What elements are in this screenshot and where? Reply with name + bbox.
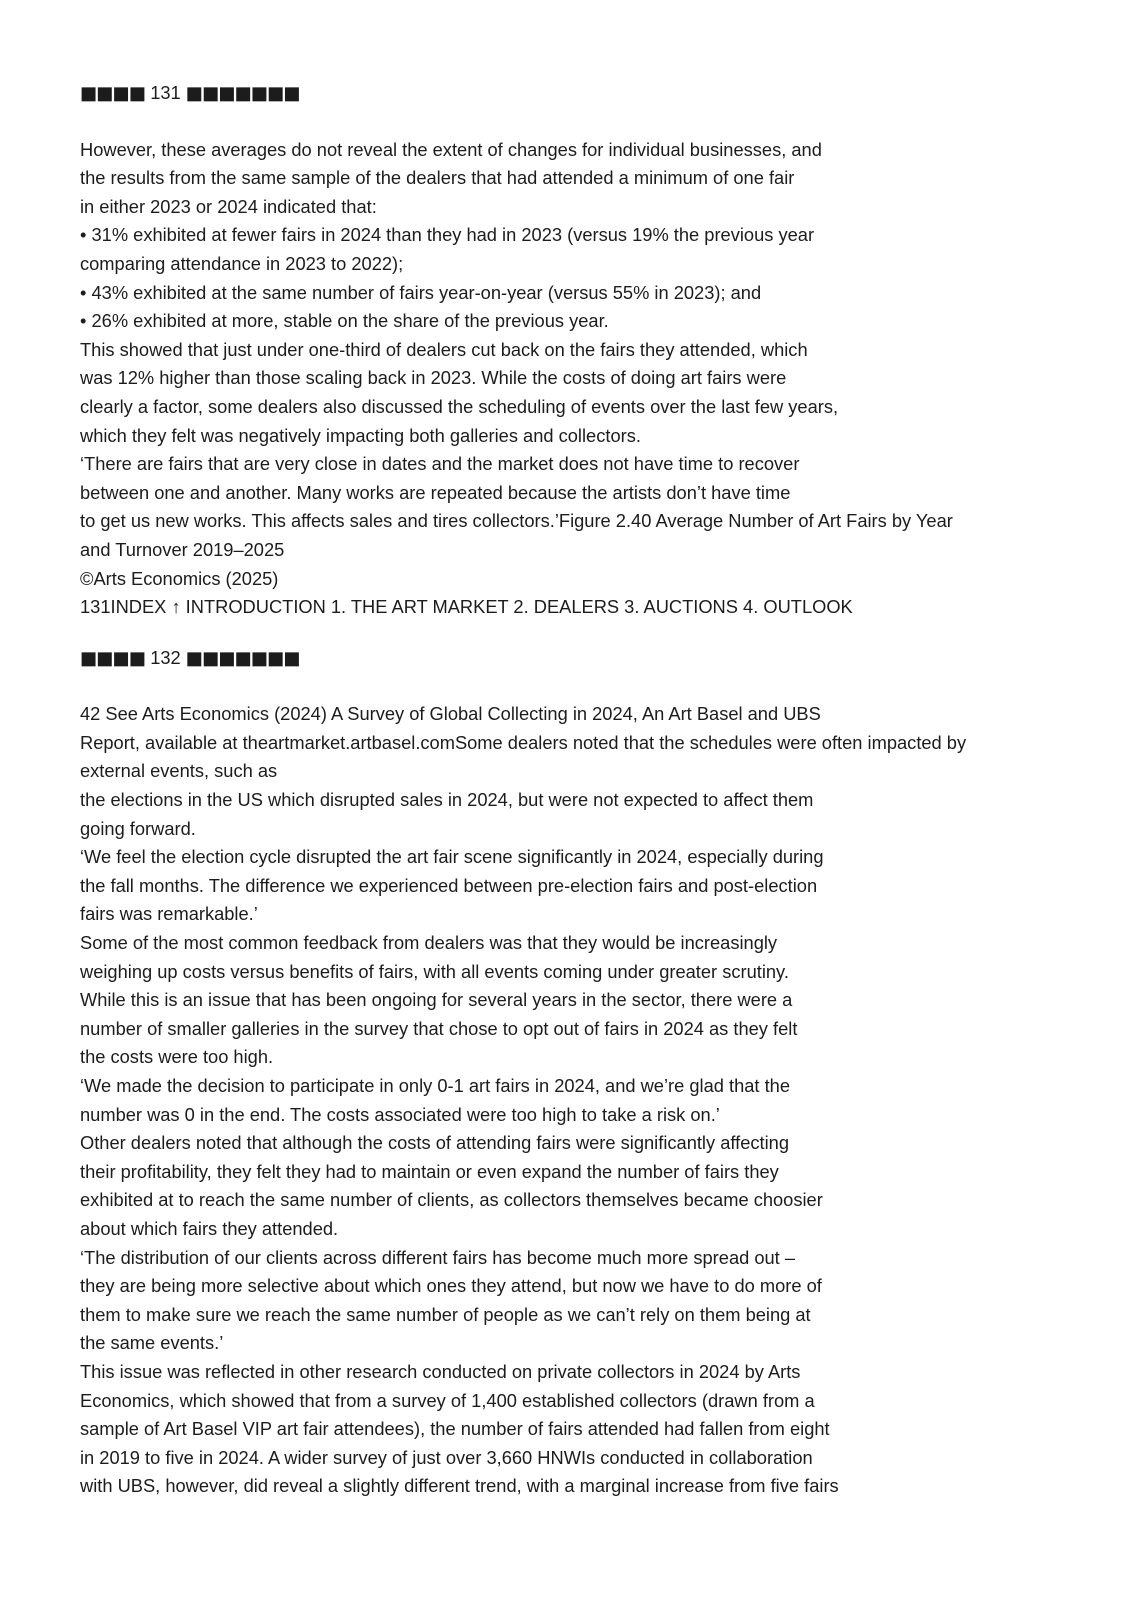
- text-line: Other dealers noted that although the costs of attending fairs were significantly affecting: [80, 1132, 789, 1154]
- text-line: in 2019 to five in 2024. A wider survey of just over 3,660 HNWIs conducted in collaboration: [80, 1446, 813, 1468]
- quote-line: ‘We made the decision to participate in only 0-1 art fairs in 2024, and we’re glad that the: [80, 1075, 790, 1096]
- text-line: weighing up costs versus benefits of fairs, with all events coming under greater scrutiny.: [80, 960, 789, 982]
- text-line: This showed that just under one-third of dealers cut back on the fairs they attended, which: [80, 338, 808, 360]
- quote-line: ‘We feel the election cycle disrupted the art fair scene significantly in 2024, especially during: [80, 846, 824, 868]
- text-line: the elections in the US which disrupted sales in 2024, but were not expected to affect them: [80, 789, 814, 811]
- quote-line: number was 0 in the end. The costs associated were too high to take a risk on.’: [80, 1103, 720, 1125]
- text-line: external events, such as: [80, 760, 278, 782]
- page-marker-132: [80, 644, 1080, 673]
- text-line: the results from the same sample of the dealers that had attended a minimum of one fair: [80, 167, 795, 189]
- text-line: their profitability, they felt they had to maintain or even expand the number of fairs they: [80, 1160, 779, 1182]
- quote-line: the same events.’: [80, 1332, 224, 1354]
- quote-line: the fall months. The difference we experienced between pre-election fairs and post-election: [80, 874, 818, 896]
- text-line: exhibited at to reach the same number of clients, as collectors themselves became choosier: [80, 1189, 823, 1211]
- section-131-body: [80, 136, 1080, 622]
- bullet-line: • 31% exhibited at fewer fairs in 2024 than they had in 2023 (versus 19% the previous year: [80, 224, 815, 246]
- text-line: about which fairs they attended.: [80, 1217, 339, 1239]
- quote-line: ‘The distribution of our clients across different fairs has become much more spread out –: [80, 1246, 796, 1268]
- text-line: which they felt was negatively impacting both galleries and collectors.: [80, 424, 641, 446]
- text-line: going forward.: [80, 817, 196, 839]
- marker-blocks-right: ■■■■■■■: [185, 83, 300, 104]
- text-line: This issue was reflected in other research conducted on private collectors in 2024 by Arts: [80, 1360, 801, 1382]
- text-line: comparing attendance in 2023 to 2022);: [80, 252, 404, 274]
- navigation-line: 131INDEX ↑ INTRODUCTION 1. THE ART MARKET 2. DEALERS 3. AUCTIONS 4. OUTLOOK: [80, 596, 853, 618]
- section-132-body: [80, 700, 1080, 1501]
- marker-blocks-right: ■■■■■■■: [185, 647, 300, 669]
- copyright-line: ©Arts Economics (2025): [80, 567, 279, 589]
- quote-line: fairs was remarkable.’: [80, 903, 258, 925]
- page-marker-131: [80, 79, 1080, 108]
- text-line: with UBS, however, did reveal a slightly different trend, with a marginal increase from five fairs: [80, 1475, 839, 1497]
- page-number: 131: [150, 82, 181, 103]
- quote-line: to get us new works. This affects sales and tires collectors.’Figure 2.40 Average Number of Art Fairs by Year: [80, 510, 953, 532]
- text-line: in either 2023 or 2024 indicated that:: [80, 195, 377, 217]
- text-line: Some of the most common feedback from dealers was that they would be increasingly: [80, 932, 778, 954]
- quote-line: they are being more selective about which ones they attend, but now we have to do more of: [80, 1275, 822, 1297]
- text-line: While this is an issue that has been ongoing for several years in the sector, there were a: [80, 989, 793, 1011]
- figure-caption-line: and Turnover 2019–2025: [80, 538, 285, 560]
- marker-blocks-left: ■■■■: [80, 647, 146, 669]
- document-page: [80, 79, 1080, 1501]
- quote-line: ‘There are fairs that are very close in dates and the market does not have time to recover: [80, 453, 800, 475]
- text-line: number of smaller galleries in the survey that chose to opt out of fairs in 2024 as they felt: [80, 1017, 798, 1039]
- text-line: clearly a factor, some dealers also discussed the scheduling of events over the last few years,: [80, 395, 839, 417]
- bullet-line: • 43% exhibited at the same number of fairs year-on-year (versus 55% in 2023); and: [80, 281, 762, 303]
- quote-line: them to make sure we reach the same number of people as we can’t rely on them being at: [80, 1303, 811, 1325]
- footnote-line: 42 See Arts Economics (2024) A Survey of Global Collecting in 2024, An Art Basel and UBS: [80, 703, 821, 725]
- page-number: 132: [150, 646, 181, 668]
- text-line: the costs were too high.: [80, 1046, 274, 1068]
- text-line: However, these averages do not reveal the extent of changes for individual businesses, and: [80, 138, 822, 160]
- bullet-line: • 26% exhibited at more, stable on the share of the previous year.: [80, 310, 609, 332]
- quote-line: between one and another. Many works are repeated because the artists don’t have time: [80, 481, 791, 503]
- text-line: Economics, which showed that from a survey of 1,400 established collectors (drawn from a: [80, 1389, 815, 1411]
- text-line: sample of Art Basel VIP art fair attendees), the number of fairs attended had fallen from eight: [80, 1418, 830, 1440]
- text-line: was 12% higher than those scaling back in 2023. While the costs of doing art fairs were: [80, 367, 787, 389]
- text-line: Report, available at theartmarket.artbasel.comSome dealers noted that the schedules were often impacted by: [80, 731, 967, 753]
- marker-blocks-left: ■■■■: [80, 83, 146, 104]
